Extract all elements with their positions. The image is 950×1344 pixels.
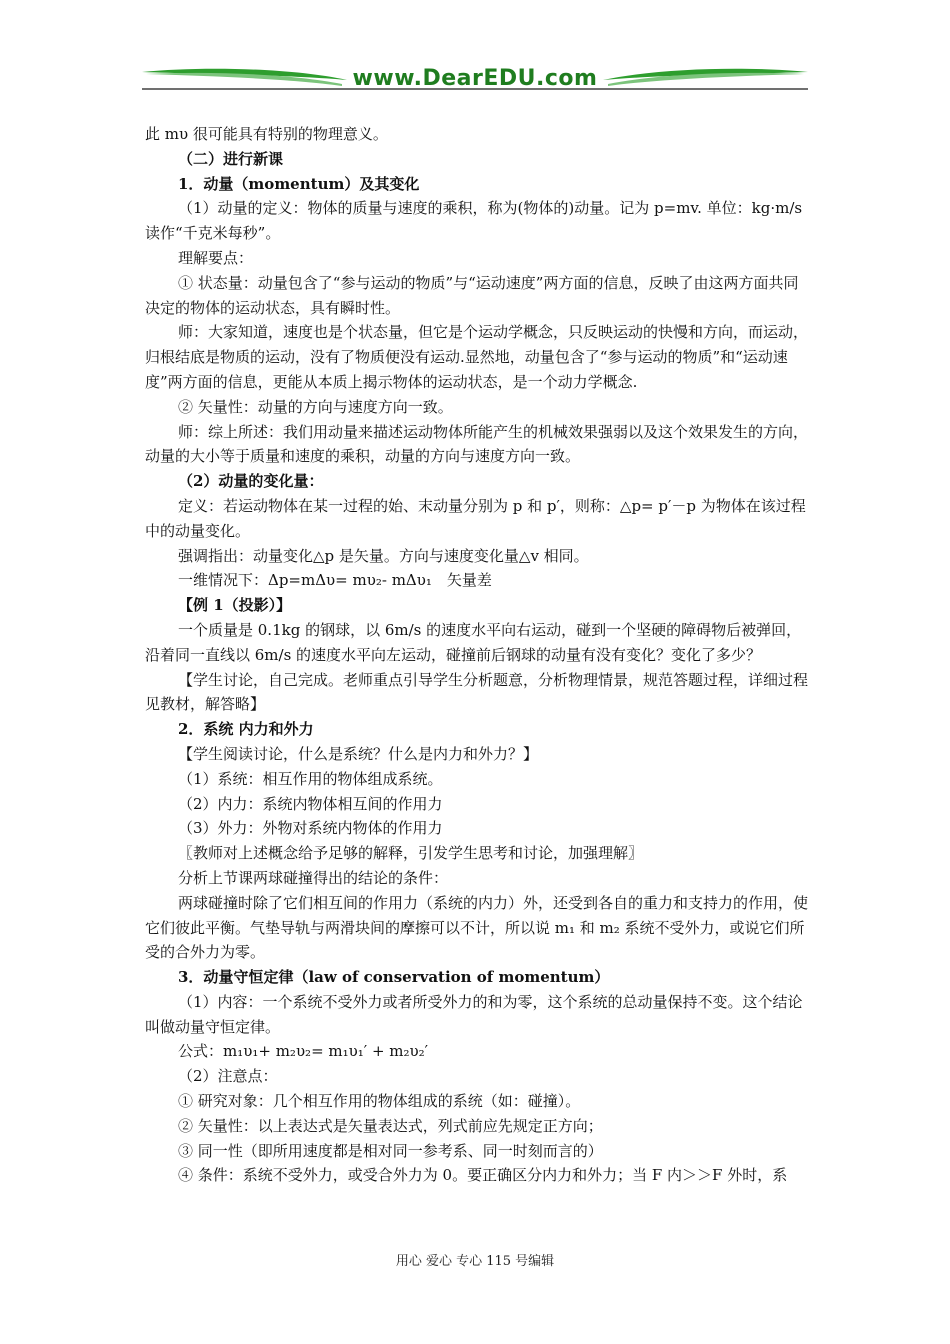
- site-logo: www.DearEDU.com: [352, 66, 598, 91]
- paragraph: （2）注意点：: [178, 1067, 278, 1086]
- paragraph: ① 状态量：动量包含了“参与运动的物质”与“运动速度”两方面的信息，反映了由这两方面共同决定的物体的运动状态，具有瞬时性。: [145, 273, 799, 317]
- subsection-heading: 1．动量（momentum）及其变化: [178, 174, 420, 193]
- paragraph: 强调指出：动量变化△p 是矢量。方向与速度变化量△v 相同。: [178, 546, 589, 565]
- page-footer: 用心 爱心 专心 115 号编辑: [395, 1254, 555, 1269]
- paragraph: 理解要点：: [178, 248, 254, 267]
- list-item: ② 矢量性：以上表达式是矢量表达式，列式前应先规定正方向；: [178, 1116, 603, 1135]
- document-body: [145, 122, 810, 1188]
- subsection-heading: （2）动量的变化量：: [178, 472, 324, 491]
- paragraph: 【学生阅读讨论，什么是系统？什么是内力和外力？】: [178, 744, 539, 763]
- section-heading: （二）进行新课: [178, 149, 284, 168]
- paragraph: 此 mυ 很可能具有特别的物理意义。: [145, 125, 388, 143]
- list-item: ④ 条件：系统不受外力，或受合外力为 0。要正确区分内力和外力；当 F 内＞＞F 外时，系: [178, 1166, 788, 1185]
- paragraph: 师：大家知道，速度也是个状态量，但它是个运动学概念，只反映运动的快慢和方向，而运动，归根结底是物质的运动，没有了物质便没有运动.显然地，动量包含了“参与运动的物质”和“运动速度”两方面的信息，更能从本质上揭示物体的运动状态，是一个动力学概念.: [145, 323, 809, 391]
- list-item: ① 研究对象：几个相互作用的物体组成的系统（如：碰撞）。: [178, 1092, 581, 1111]
- paragraph: 师：综上所述：我们用动量来描述运动物体所能产生的机械效果强弱以及这个效果发生的方向，动量的大小等于质量和速度的乘积，动量的方向与速度方向一致。: [145, 422, 809, 466]
- subsection-heading: 2．系统 内力和外力: [178, 720, 314, 739]
- paragraph: （1）动量的定义：物体的质量与速度的乘积，称为(物体的)动量。记为 p=mv. 单位：kg·m/s 读作“千克米每秒”。: [145, 199, 803, 243]
- formula-line: 公式：m₁υ₁+ m₂υ₂= m₁υ₁′ + m₂υ₂′: [178, 1042, 429, 1061]
- paragraph: 【学生讨论，自己完成。老师重点引导学生分析题意，分析物理情景，规范答题过程，详细过程见教材，解答略】: [145, 670, 809, 714]
- list-item: （3）外力：外物对系统内物体的作用力: [178, 819, 443, 838]
- list-item: ③ 同一性（即所用速度都是相对同一参考系、同一时刻而言的）: [178, 1141, 603, 1160]
- subsection-heading: 3．动量守恒定律（law of conservation of momentum）: [178, 968, 610, 987]
- list-item: （2）内力：系统内物体相互间的作用力: [178, 794, 443, 813]
- page-header: [142, 62, 808, 96]
- paragraph: 〖教师对上述概念给予足够的解释，引发学生思考和讨论，加强理解〗: [178, 844, 644, 863]
- example-heading: 【例 1（投影）】: [178, 596, 292, 615]
- paragraph: 分析上节课两球碰撞得出的结论的条件：: [178, 868, 449, 887]
- paragraph: （1）内容：一个系统不受外力或者所受外力的和为零，这个系统的总动量保持不变。这个结论叫做动量守恒定律。: [145, 992, 803, 1036]
- formula-line: 一维情况下：Δp=mΔυ= mυ₂- mΔυ₁ 矢量差: [178, 571, 492, 590]
- paragraph: 两球碰撞时除了它们相互间的作用力（系统的内力）外，还受到各自的重力和支持力的作用，使它们彼此平衡。气垫导轨与两滑块间的摩擦可以不计，所以说 m₁ 和 m₂ 系统不受外力，或说它们所受的合外力为零。: [145, 893, 809, 962]
- paragraph: ② 矢量性：动量的方向与速度方向一致。: [178, 397, 453, 416]
- paragraph: 定义：若运动物体在某一过程的始、末动量分别为 p 和 p′，则称：△p= p′－p 为物体在该过程中的动量变化。: [145, 496, 806, 540]
- paragraph: 一个质量是 0.1kg 的钢球，以 6m/s 的速度水平向右运动，碰到一个坚硬的障碍物后被弹回，沿着同一直线以 6m/s 的速度水平向左运动，碰撞前后钢球的动量有没有变化？变化了多少？: [145, 620, 802, 664]
- list-item: （1）系统：相互作用的物体组成系统。: [178, 769, 443, 788]
